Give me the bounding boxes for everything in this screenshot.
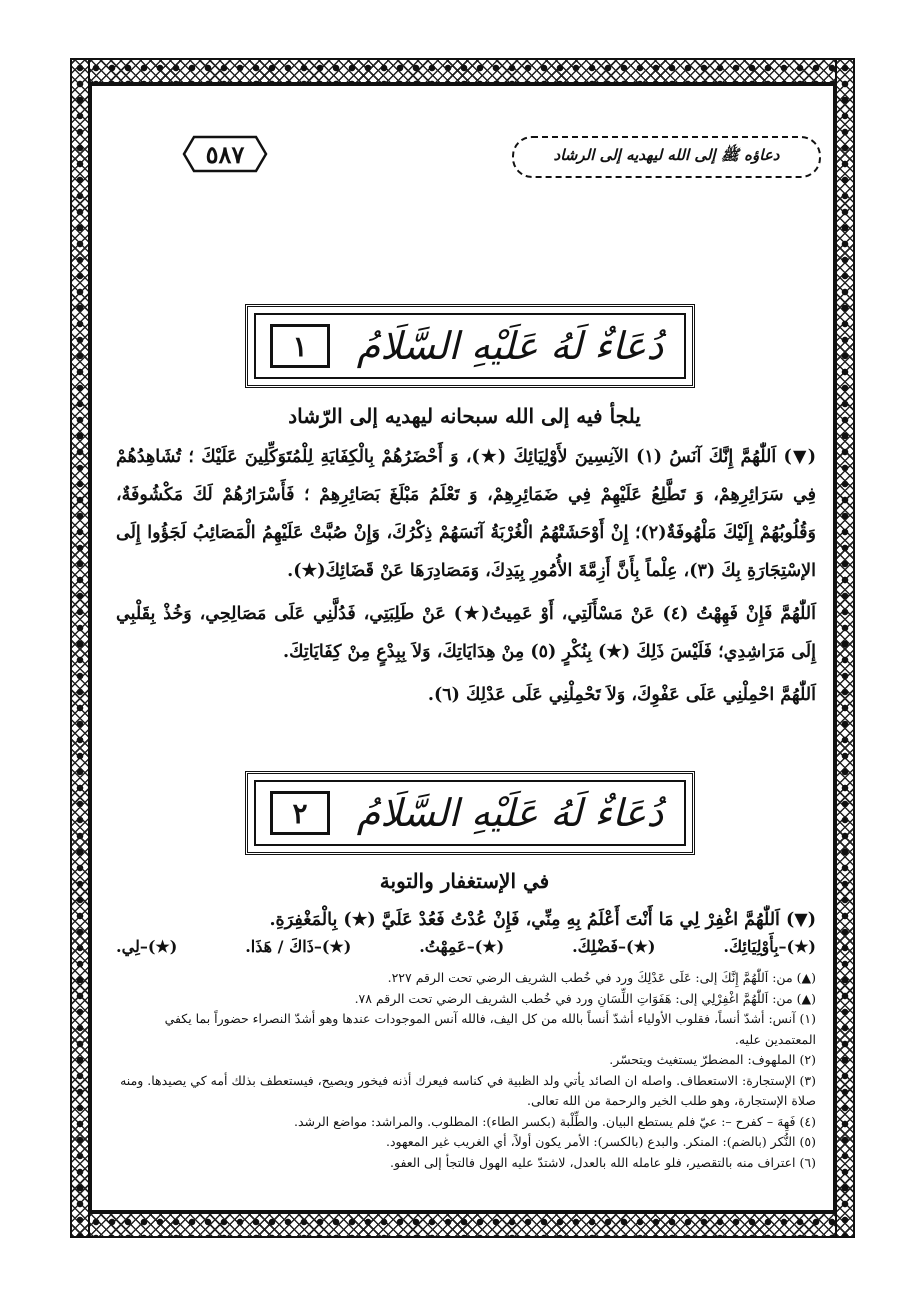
variant-readings (116, 937, 816, 956)
footnote: (٦) اعتراف منه بالتقصير، فلو عامله الله بالعدل، لاشتدّ عليه الهول فالتجأ إلى العفو. (390, 1154, 816, 1170)
section-1-title: دُعَاءٌ لَهُ عَلَيْهِ السَّلَامُ (356, 324, 664, 368)
section-2-title-box (245, 771, 695, 855)
ornamental-border-right (835, 58, 855, 1238)
footnote: (١) آنس: أشدّ أنساً، فقلوب الأولياء أشدّ أنساً بالله من كل اليف، فالله آنس الموجودات عندها وهو أشدّ النصراء حضوراً بما يكفي المعتمدين عليه. (164, 1011, 816, 1047)
ornamental-border-left (70, 58, 90, 1238)
section-2-paragraph: (▼) اَللّٰهُمَّ اغْفِرْ لِي مَا أَنْتَ أَعْلَمُ بِهِ مِنِّي، فَإِنْ عُدْتُ فَعُدْ عَلَيَّ (★) بِالْمَغْفِرَةِ. (269, 910, 816, 930)
page-content (90, 84, 835, 1212)
page-number (182, 134, 268, 174)
section-1-paragraph-2: اَللّٰهُمَّ فَإِنْ فَهِهْتُ (٤) عَنْ مَسْأَلَتِي، أَوْ عَمِيتُ(★) عَنْ طَلِبَتِي، فَدُلَّنِي عَلَى مَصَالِحِي، وَخُذْ بِقَلْبِي إِلَى مَرَاشِدِي؛ فَلَيْسَ ذَلِكَ (★) بِنُكْرٍ (٥) مِنْ هِدَايَاتِكَ، وَلاَ بِبِدْعٍ مِنْ كِفَايَاتِكَ. (116, 604, 816, 662)
variant-reading: (★)–ذَاكَ / هَذَا. (245, 937, 352, 956)
page-number-text: ٥٨٧ (205, 139, 245, 169)
footnote: (▲) من: اَللّٰهُمَّ اغْفِرْلِي إلى: هَفَوَاتِ اللِّسَانِ ورد في خُطب الشريف الرضي تحت الرقم ٧٨. (354, 990, 816, 1006)
section-2-number: ٢ (270, 791, 330, 835)
variant-reading: (★)–بِأَوْلِيَائِكَ. (723, 937, 816, 956)
footnote: (٥) النُّكر (بالضم): المنكر. والبدع (بالكسر): الأمر يكون أولاً، أي الغريب غير المعهود. (385, 1134, 816, 1149)
footnote: (٢) الملهوف: المضطرّ يستغيث ويتحسّر. (609, 1052, 816, 1067)
footnote: (٤) فَهِهَ – كفرح –: عيّ فلم يستطع البيان. والطِّلْبة (بكسر الطاء): المطلوب. والمراشد: مواضع الرشد. (293, 1113, 816, 1129)
section-1-subtitle: يلجأ فيه إلى الله سبحانه ليهديه إلى الرّشاد (288, 404, 641, 428)
section-1-paragraph-3: اَللّٰهُمَّ احْمِلْنِي عَلَى عَفْوِكَ، وَلاَ تَحْمِلْنِي عَلَى عَدْلِكَ (٦). (427, 685, 816, 705)
footnotes (116, 968, 816, 1173)
section-1-number: ١ (270, 324, 330, 368)
section-2-subtitle: في الإستغفار والتوبة (379, 869, 550, 893)
variant-reading: (★)–عَمِهْتُ. (419, 937, 505, 956)
ornamental-border-bottom (70, 1212, 855, 1238)
section-1-title-box (245, 304, 695, 388)
ornamental-border-top (70, 58, 855, 84)
section-2-title: دُعَاءٌ لَهُ عَلَيْهِ السَّلَامُ (356, 791, 664, 835)
variant-reading: (★)–فَضْلِكَ. (572, 937, 656, 956)
footnote: (▲) من: اَللّٰهُمَّ إِنَّكَ إلى: عَلَى عَدْلِكَ ورد في خُطب الشريف الرضي تحت الرقم ٢٢٧. (387, 970, 816, 985)
page-frame (70, 58, 855, 1238)
footnote: (٣) الإستجارة: الاستعطاف. واصله ان الصائد يأتي ولد الظبية في كناسه فيعرك أذنه فيخور ويصيح، فيستعطف بذلك أمه كي يصيدها. ومنه صلاة الإستجارة، وهو طلب الخير والرحمة من الله تعالى. (120, 1072, 816, 1108)
section-1-paragraph-1: (▼) اَللّٰهُمَّ إِنَّكَ آنَسُ (١) الآنِسِينَ لأَوْلِيَائِكَ (★)، وَ أَحْضَرُهُمْ بِالْكِفَايَةِ لِلْمُتَوَكِّلِينَ عَلَيْكَ ؛ تُشَاهِدُهُمْ فِي سَرَائِرِهِمْ، وَ تَطَّلِعُ عَلَيْهِمْ فِي ضَمَائِرِهِمْ، وَ تَعْلَمُ مَبْلَغَ بَصَائِرِهِمْ ؛ فَأَسْرَارُهُمْ لَكَ مَكْشُوفَةٌ، وَقُلُوبُهُمْ إِلَيْكَ مَلْهُوفَةٌ(٢)؛ إِنْ أَوْحَشَتْهُمُ الْغُرْبَةُ آنَسَهُمْ ذِكْرُكَ، وَإِنْ صُبَّتْ عَلَيْهِمُ الْمَصَائِبُ لَجَؤُوا إِلَى الإسْتِجَارَةِ بِكَ (٣)، عِلْماً بِأَنَّ أَزِمَّةَ الأُمُورِ بِيَدِكَ، وَمَصَادِرَهَا عَنْ قَضَائِكَ(★). (116, 447, 816, 581)
running-title: دعاؤه ﷺ إلى الله ليهديه إلى الرشاد (512, 136, 821, 178)
variant-reading: (★)–لِي. (116, 937, 178, 956)
